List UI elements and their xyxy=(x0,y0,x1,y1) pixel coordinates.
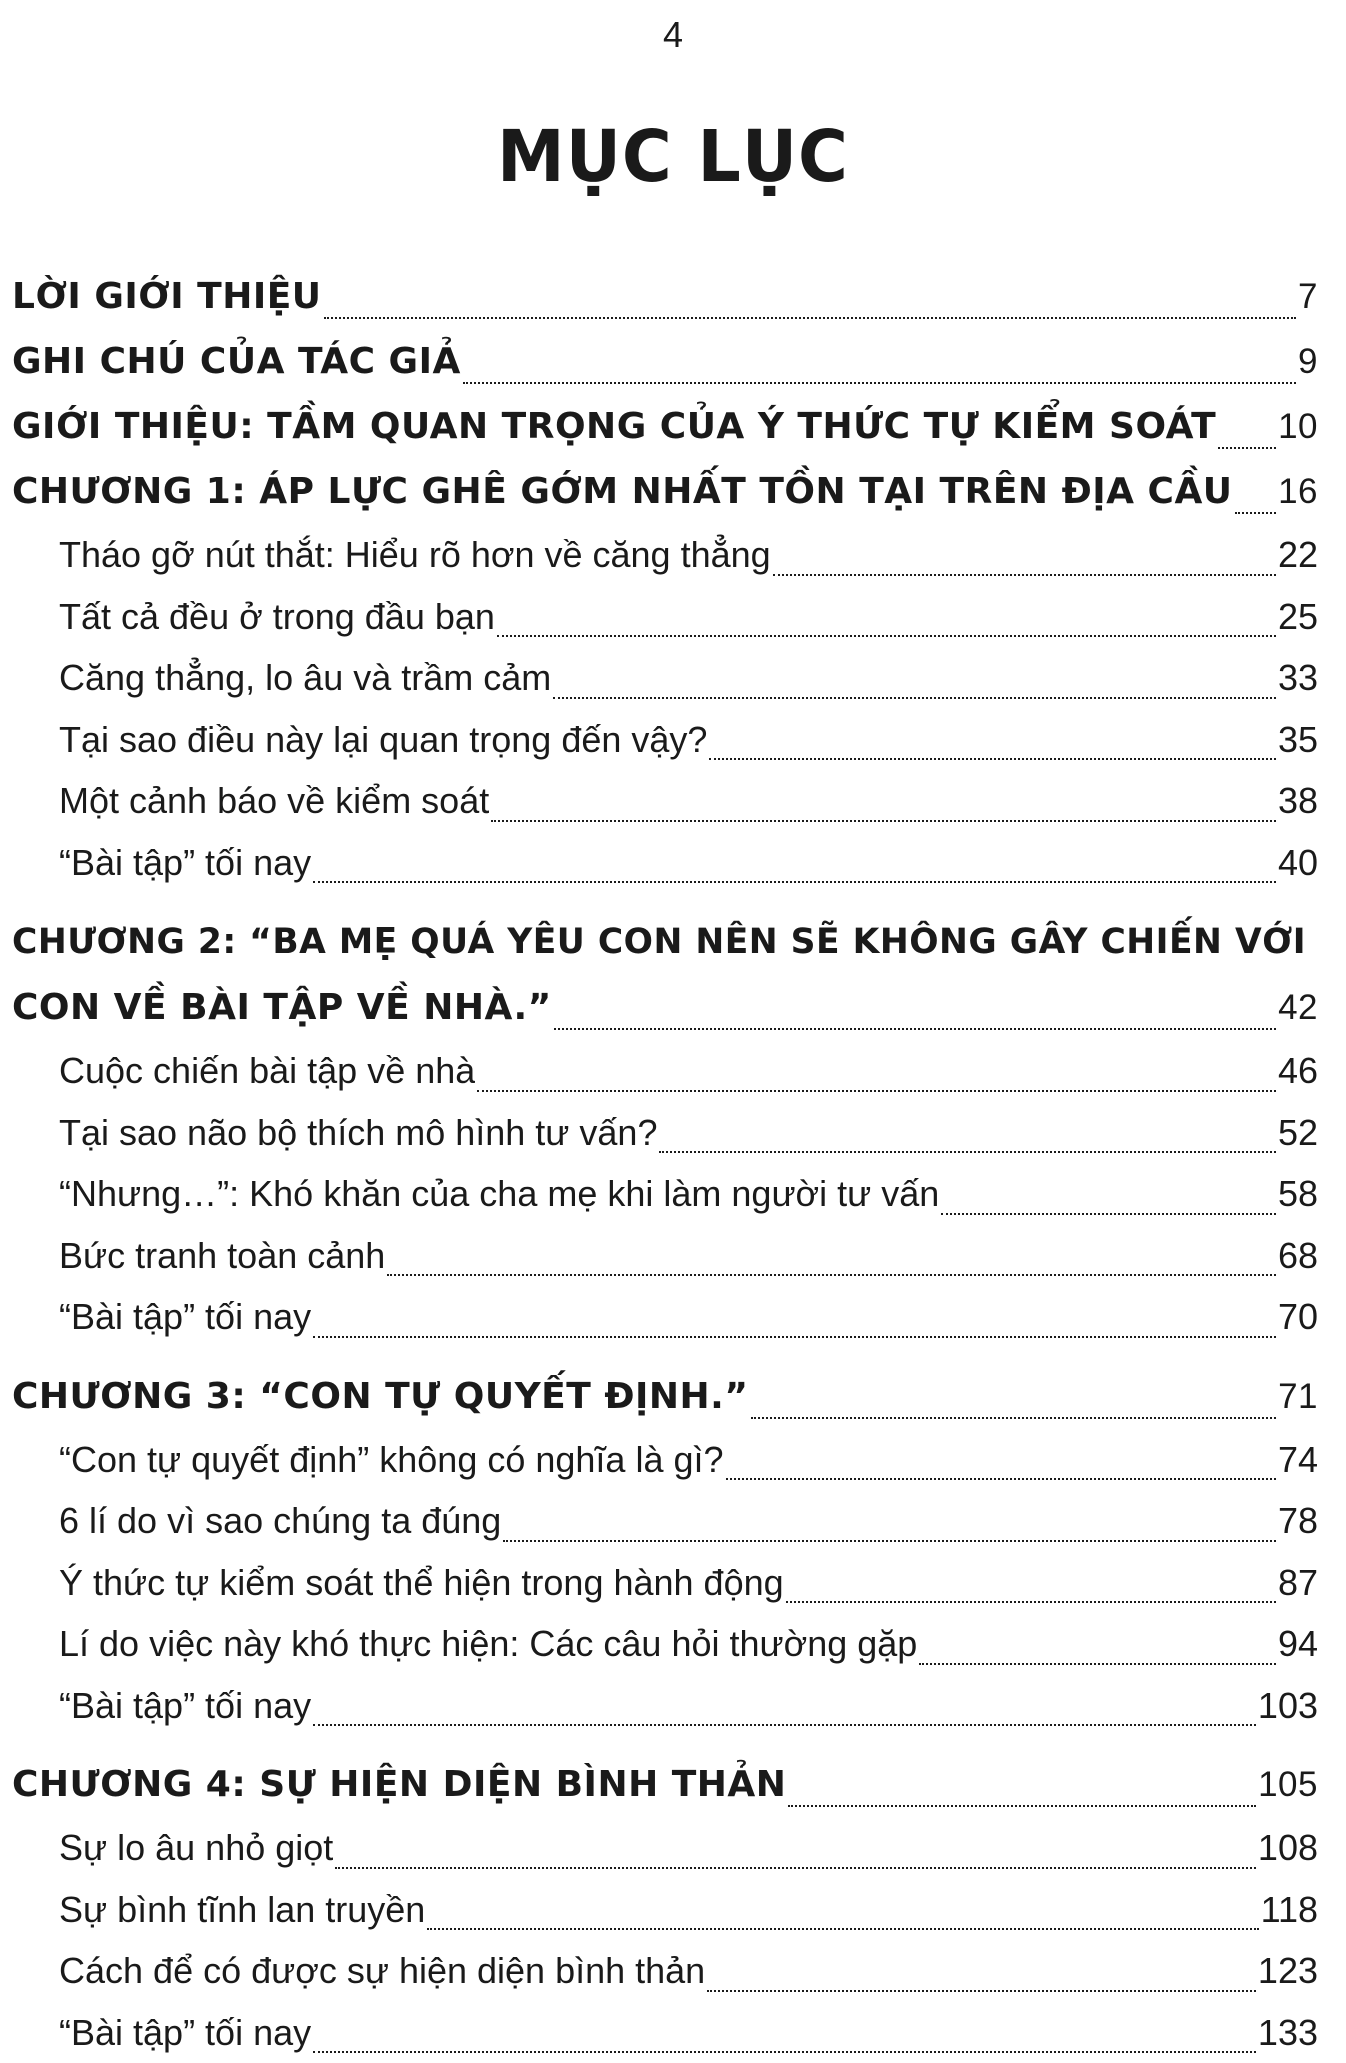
dot-leader xyxy=(503,1540,1276,1542)
toc-section-entry xyxy=(12,1163,1318,1225)
toc-page-number: 16 xyxy=(1278,459,1318,524)
table-of-contents xyxy=(12,264,1318,2063)
toc-entry-label: Tất cả đều ở trong đầu bạn xyxy=(59,586,495,648)
dot-leader xyxy=(751,1417,1277,1419)
toc-section-entry xyxy=(12,1940,1318,2002)
toc-chapter-entry xyxy=(12,394,1318,459)
toc-entry-label: “Bài tập” tối nay xyxy=(59,1286,311,1348)
toc-page-number: 25 xyxy=(1278,586,1318,648)
toc-spacer xyxy=(12,1348,1318,1364)
toc-section-entry xyxy=(12,1490,1318,1552)
toc-page-number: 103 xyxy=(1258,1675,1318,1737)
toc-section-entry xyxy=(12,647,1318,709)
dot-leader xyxy=(427,1928,1258,1930)
toc-page-number: 35 xyxy=(1278,709,1318,771)
toc-page-number: 68 xyxy=(1278,1225,1318,1287)
toc-chapter-entry xyxy=(12,264,1318,329)
toc-page-number: 70 xyxy=(1278,1286,1318,1348)
toc-entry-label: Căng thẳng, lo âu và trầm cảm xyxy=(59,647,551,709)
toc-page-number: 133 xyxy=(1258,2002,1318,2063)
toc-entry-label: CHƯƠNG 3: “CON TỰ QUYẾT ĐỊNH.” xyxy=(12,1364,749,1429)
toc-page-number: 71 xyxy=(1278,1364,1318,1429)
toc-entry-label: Sự lo âu nhỏ giọt xyxy=(59,1817,333,1879)
page-title: MỤC LỤC xyxy=(0,116,1346,199)
toc-section-entry xyxy=(12,2002,1318,2063)
toc-page-number: 108 xyxy=(1258,1817,1318,1879)
toc-entry-label: CHƯƠNG 4: SỰ HIỆN DIỆN BÌNH THẢN xyxy=(12,1752,786,1817)
toc-page-number: 22 xyxy=(1278,524,1318,586)
page-number: 4 xyxy=(0,14,1346,56)
toc-entry-label: 6 lí do vì sao chúng ta đúng xyxy=(59,1490,501,1552)
toc-entry-label: CON VỀ BÀI TẬP VỀ NHÀ.” xyxy=(12,975,552,1040)
toc-chapter-entry xyxy=(12,459,1318,524)
toc-page-number: 58 xyxy=(1278,1163,1318,1225)
dot-leader xyxy=(491,820,1276,822)
toc-entry-label: Ý thức tự kiểm soát thể hiện trong hành động xyxy=(59,1552,784,1614)
dot-leader xyxy=(709,758,1276,760)
toc-chapter-entry xyxy=(12,975,1318,1040)
toc-entry-label: Cách để có được sự hiện diện bình thản xyxy=(59,1940,705,2002)
dot-leader xyxy=(659,1151,1275,1153)
toc-page-number: 10 xyxy=(1278,394,1318,459)
toc-spacer xyxy=(12,893,1318,909)
toc-entry-label: Một cảnh báo về kiểm soát xyxy=(59,770,489,832)
toc-page-number: 123 xyxy=(1258,1940,1318,2002)
toc-entry-label: Tháo gỡ nút thắt: Hiểu rõ hơn về căng thẳng xyxy=(59,524,771,586)
toc-entry-label: Cuộc chiến bài tập về nhà xyxy=(59,1040,475,1102)
toc-entry-label: CHƯƠNG 1: ÁP LỰC GHÊ GỚM NHẤT TỒN TẠI TRÊN ĐỊA CẦU xyxy=(12,459,1233,524)
toc-section-entry xyxy=(12,1817,1318,1879)
toc-page-number: 46 xyxy=(1278,1040,1318,1102)
toc-section-entry xyxy=(12,1225,1318,1287)
dot-leader xyxy=(324,317,1296,319)
toc-spacer xyxy=(12,1736,1318,1752)
toc-page-number: 40 xyxy=(1278,832,1318,894)
toc-page-number: 42 xyxy=(1278,975,1318,1040)
toc-page-number: 94 xyxy=(1278,1613,1318,1675)
toc-section-entry xyxy=(12,1102,1318,1164)
dot-leader xyxy=(773,574,1276,576)
dot-leader xyxy=(726,1478,1276,1480)
toc-section-entry xyxy=(12,524,1318,586)
toc-entry-label: “Con tự quyết định” không có nghĩa là gì? xyxy=(59,1429,724,1491)
toc-page-number: 118 xyxy=(1261,1879,1318,1941)
toc-section-entry xyxy=(12,770,1318,832)
toc-chapter-entry xyxy=(12,909,1318,975)
toc-section-entry xyxy=(12,1675,1318,1737)
dot-leader xyxy=(554,1028,1276,1030)
toc-section-entry xyxy=(12,1879,1318,1941)
dot-leader xyxy=(387,1274,1276,1276)
dot-leader xyxy=(553,697,1276,699)
dot-leader xyxy=(477,1090,1276,1092)
toc-chapter-entry xyxy=(12,1752,1318,1817)
toc-page-number: 52 xyxy=(1278,1102,1318,1164)
toc-page-number: 74 xyxy=(1278,1429,1318,1491)
toc-entry-label: “Nhưng…”: Khó khăn của cha mẹ khi làm người tư vấn xyxy=(59,1163,939,1225)
dot-leader xyxy=(335,1867,1256,1869)
dot-leader xyxy=(919,1663,1276,1665)
dot-leader xyxy=(941,1213,1276,1215)
toc-entry-label: LỜI GIỚI THIỆU xyxy=(12,264,322,329)
toc-section-entry xyxy=(12,1552,1318,1614)
dot-leader xyxy=(313,1336,1276,1338)
dot-leader xyxy=(313,1724,1256,1726)
toc-section-entry xyxy=(12,709,1318,771)
toc-page-number: 78 xyxy=(1278,1490,1318,1552)
toc-entry-label: Bức tranh toàn cảnh xyxy=(59,1225,385,1287)
dot-leader xyxy=(786,1601,1276,1603)
toc-section-entry xyxy=(12,1613,1318,1675)
dot-leader xyxy=(707,1990,1256,1992)
dot-leader xyxy=(1218,447,1276,449)
dot-leader xyxy=(463,382,1296,384)
toc-entry-label: “Bài tập” tối nay xyxy=(59,832,311,894)
toc-entry-label: Sự bình tĩnh lan truyền xyxy=(59,1879,425,1941)
toc-chapter-entry xyxy=(12,329,1318,394)
dot-leader xyxy=(313,881,1276,883)
toc-section-entry xyxy=(12,1429,1318,1491)
toc-entry-label: Tại sao điều này lại quan trọng đến vậy? xyxy=(59,709,707,771)
toc-section-entry xyxy=(12,1286,1318,1348)
toc-entry-label: “Bài tập” tối nay xyxy=(59,1675,311,1737)
dot-leader xyxy=(1235,512,1277,514)
toc-section-entry xyxy=(12,1040,1318,1102)
toc-section-entry xyxy=(12,586,1318,648)
dot-leader xyxy=(497,635,1276,637)
dot-leader xyxy=(788,1805,1256,1807)
toc-entry-label: Tại sao não bộ thích mô hình tư vấn? xyxy=(59,1102,657,1164)
toc-page-number: 9 xyxy=(1298,329,1318,394)
toc-entry-label: CHƯƠNG 2: “BA MẸ QUÁ YÊU CON NÊN SẼ KHÔNG GÂY CHIẾN VỚI xyxy=(12,909,1306,975)
toc-entry-label: “Bài tập” tối nay xyxy=(59,2002,311,2063)
toc-page-number: 38 xyxy=(1278,770,1318,832)
toc-entry-label: GHI CHÚ CỦA TÁC GIẢ xyxy=(12,329,461,394)
toc-page-number: 33 xyxy=(1278,647,1318,709)
toc-entry-label: GIỚI THIỆU: TẦM QUAN TRỌNG CỦA Ý THỨC TỰ KIỂM SOÁT xyxy=(12,394,1216,459)
toc-chapter-entry xyxy=(12,1364,1318,1429)
toc-section-entry xyxy=(12,832,1318,894)
toc-page-number: 105 xyxy=(1258,1752,1318,1817)
toc-page-number: 7 xyxy=(1298,264,1318,329)
toc-page-number: 87 xyxy=(1278,1552,1318,1614)
toc-entry-label: Lí do việc này khó thực hiện: Các câu hỏi thường gặp xyxy=(59,1613,917,1675)
